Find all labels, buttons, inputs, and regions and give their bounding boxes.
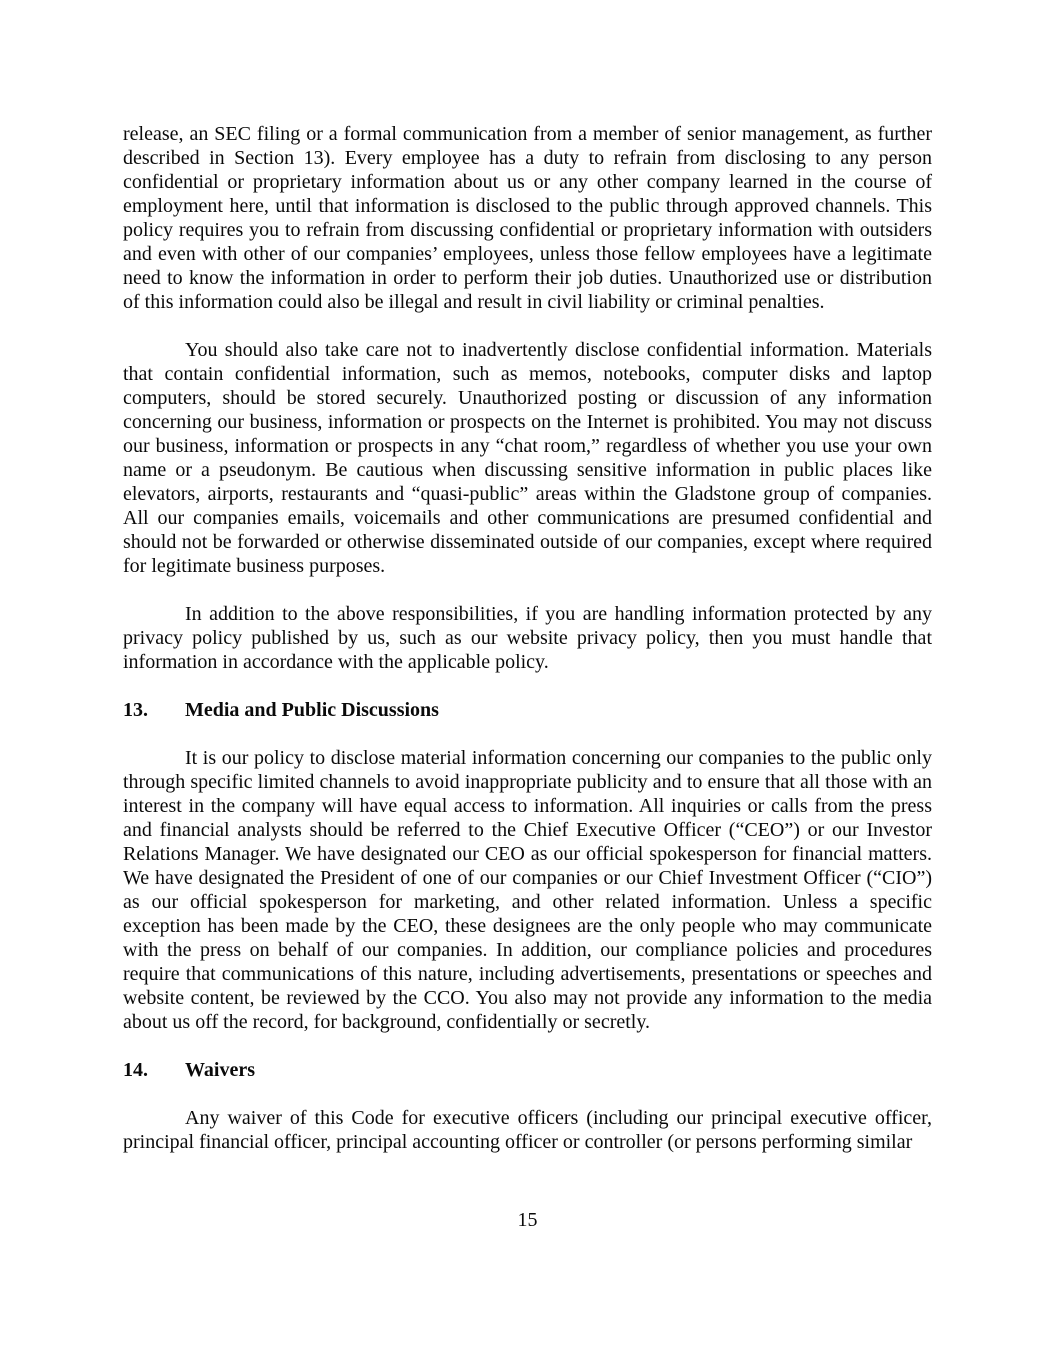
paragraph-waivers: Any waiver of this Code for executive officers (including our principal executive officer, principal financial officer, principal accounting officer or controller (or persons performing similar xyxy=(123,1107,932,1153)
section-13-title: Media and Public Discussions xyxy=(185,699,439,721)
section-heading-14 xyxy=(123,1058,932,1082)
paragraph-confidentiality-continuation: release, an SEC filing or a formal communication from a member of senior management, as further described in Section 13). Every employee has a duty to refrain from disclosing to any person confidential or proprietary information about us or any other company learned in the course of employment here, until that information is disclosed to the public through approved channels. This policy requires you to refrain from discussing confidential or proprietary information with outsiders and even with other of our companies’ employees, unless those fellow employees have a legitimate need to know the information in order to perform their job duties. Unauthorized use or distribution of this information could also be illegal and result in civil liability or criminal penalties. xyxy=(123,123,932,313)
paragraph-privacy-policy: In addition to the above responsibilities, if you are handling information protected by any privacy policy published by us, such as our website privacy policy, then you must handle that information in accordance with the applicable policy. xyxy=(123,603,932,673)
section-heading-13 xyxy=(123,698,932,722)
section-14-number: 14. xyxy=(123,1059,148,1081)
section-14-title: Waivers xyxy=(185,1059,255,1081)
section-13-number: 13. xyxy=(123,699,148,721)
page-number: 15 xyxy=(517,1209,538,1231)
paragraph-media-policy: It is our policy to disclose material information concerning our companies to the public only through specific limited channels to avoid inappropriate publicity and to ensure that all those with an interest in the company will have equal access to information. All inquiries or calls from the press and financial analysts should be referred to the Chief Executive Officer (“CEO”) or our Investor Relations Manager. We have designated our CEO as our official spokesperson for financial matters. We have designated the President of one of our companies or our Chief Investment Officer (“CIO”) as our official spokesperson for marketing, and other related information. Unless a specific exception has been made by the CEO, these designees are the only people who may communicate with the press on behalf of our companies. In addition, our compliance policies and procedures require that communications of this nature, including advertisements, presentations or speeches and website content, be reviewed by the CCO. You also may not provide any information to the media about us off the record, for background, confidentially or secretly. xyxy=(123,747,932,1033)
paragraph-inadvertent-disclosure: You should also take care not to inadvertently disclose confidential information. Materials that contain confidential information, such as memos, notebooks, computer disks and laptop computers, should be stored securely. Unauthorized posting or discussion of any information concerning our business, information or prospects on the Internet is prohibited. You may not discuss our business, information or prospects in any “chat room,” regardless of whether you use your own name or a pseudonym. Be cautious when discussing sensitive information in public places like elevators, airports, restaurants and “quasi-public” areas within the Gladstone group of companies. All our companies emails, voicemails and other communications are presumed confidential and should not be forwarded or otherwise disseminated outside of our companies, except where required for legitimate business purposes. xyxy=(123,339,932,577)
